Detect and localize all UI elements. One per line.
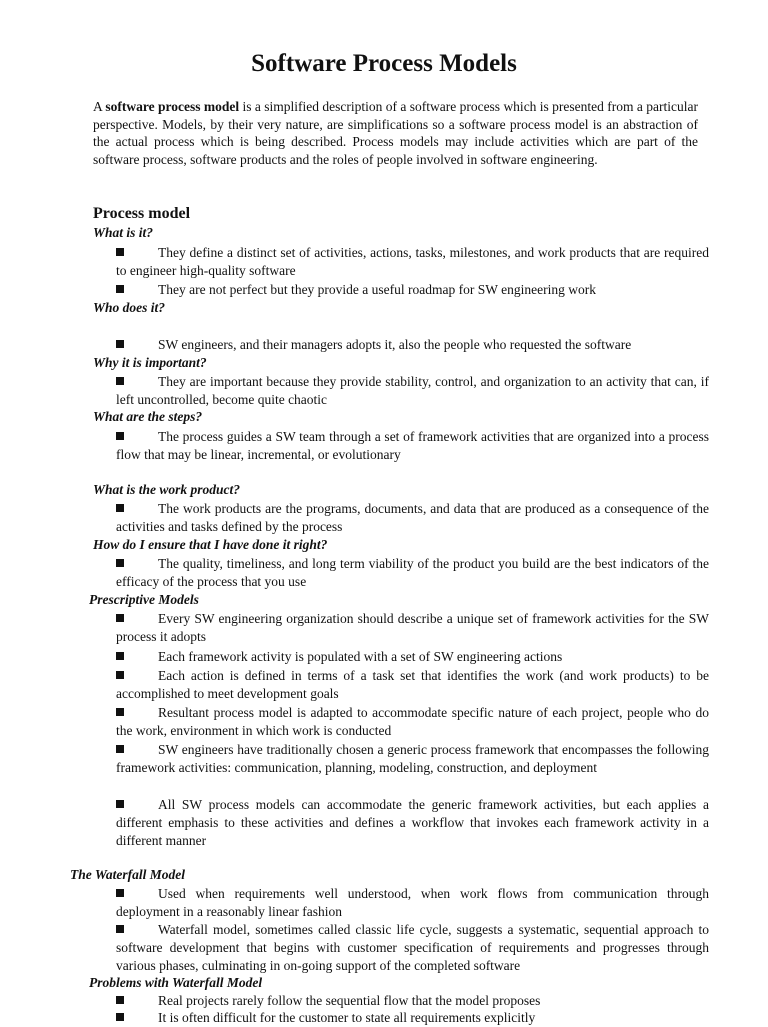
section-heading: Who does it? <box>93 300 166 315</box>
bullet-text: Every SW engineering organization should describe a unique set of framework activities for the SW process it adopts <box>116 611 709 644</box>
section-heading: Prescriptive Models <box>89 592 199 607</box>
bullet-text: The process guides a SW team through a set of framework activities that are organized into a process flow that may be linear, incremental, or evolutionary <box>116 429 709 462</box>
bullet-square-icon <box>116 996 124 1004</box>
bullet-item <box>116 500 709 536</box>
bullet-text: SW engineers have traditionally chosen a generic process framework that encompasses the following framework activities: communication, planning, modeling, construction, and deployment <box>116 742 709 775</box>
section-heading: How do I ensure that I have done it right? <box>93 537 328 552</box>
bullet-square-icon <box>116 671 124 679</box>
process-model-heading: Process model <box>93 205 191 222</box>
bullet-square-icon <box>116 745 124 753</box>
bullet-text: They are important because they provide stability, control, and organization to an activity that can, if left uncontrolled, become quite chaotic <box>116 374 709 407</box>
bullet-square-icon <box>116 652 124 660</box>
bullet-item <box>116 704 709 740</box>
intro-paragraph <box>93 98 698 168</box>
bullet-text: The work products are the programs, documents, and data that are produced as a consequence of the activities and tasks defined by the process <box>116 501 709 534</box>
bullet-item <box>116 555 709 591</box>
bullet-text: Each framework activity is populated with a set of SW engineering actions <box>158 649 563 664</box>
bullet-item <box>116 992 709 1010</box>
bullet-square-icon <box>116 1013 124 1021</box>
bullet-text: Each action is defined in terms of a task set that identifies the work (and work products) to be accomplished to meet development goals <box>116 668 709 701</box>
bullet-square-icon <box>116 925 124 933</box>
bullet-square-icon <box>116 377 124 385</box>
bullet-square-icon <box>116 340 124 348</box>
bullet-text: The quality, timeliness, and long term viability of the product you build are the best indicators of the efficacy of the process that you use <box>116 556 709 589</box>
bullet-item <box>116 610 709 646</box>
intro-prefix: A <box>93 99 106 114</box>
bullet-item <box>116 796 709 850</box>
bullet-square-icon <box>116 708 124 716</box>
bullet-text: All SW process models can accommodate the generic framework activities, but each applies a different emphasis to these activities and defines a workflow that invokes each framework activity in a different manner <box>116 797 709 848</box>
bullet-text: Used when requirements well understood, when work flows from communication through deployment in a reasonably linear fashion <box>116 886 709 919</box>
bullet-square-icon <box>116 248 124 256</box>
bullet-text: It is often difficult for the customer to state all requirements explicitly <box>158 1010 536 1025</box>
section-heading: What are the steps? <box>93 409 203 424</box>
bullet-item <box>116 336 709 354</box>
bullet-text: Resultant process model is adapted to accommodate specific nature of each project, people who do the work, environment in which work is conducted <box>116 705 709 738</box>
bullet-square-icon <box>116 800 124 808</box>
bullet-item <box>116 428 709 464</box>
document-title: Software Process Models <box>251 50 517 77</box>
bullet-item <box>116 244 709 280</box>
bullet-item <box>116 885 709 921</box>
bullet-item <box>116 667 709 703</box>
bullet-square-icon <box>116 285 124 293</box>
section-heading: What is the work product? <box>93 482 241 497</box>
section-heading: Why it is important? <box>93 355 207 370</box>
section-heading: What is it? <box>93 225 154 240</box>
bullet-item <box>116 741 709 777</box>
section-heading: Problems with Waterfall Model <box>89 975 263 990</box>
bullet-square-icon <box>116 614 124 622</box>
bullet-text: Real projects rarely follow the sequential flow that the model proposes <box>158 993 541 1008</box>
bullet-text: SW engineers, and their managers adopts it, also the people who requested the software <box>158 337 632 352</box>
bullet-item <box>116 1009 709 1027</box>
section-heading: The Waterfall Model <box>70 867 185 882</box>
bullet-text: They are not perfect but they provide a useful roadmap for SW engineering work <box>158 282 596 297</box>
bullet-item <box>116 281 709 299</box>
bullet-square-icon <box>116 432 124 440</box>
bullet-item <box>116 648 709 666</box>
intro-text: is a simplified description of a software process which is presented from a particular perspective. Models, by their very nature, are simplifications so a software process model is an abstraction of the actual process which is being described. Process models may include activities which are part of the software process, software products and the roles of people involved in software engineering. <box>93 99 698 167</box>
bullet-item <box>116 373 709 409</box>
bullet-square-icon <box>116 889 124 897</box>
intro-bold-term: software process model <box>105 99 240 114</box>
bullet-square-icon <box>116 559 124 567</box>
bullet-text: They define a distinct set of activities, actions, tasks, milestones, and work products that are required to engineer high-quality software <box>116 245 709 278</box>
bullet-text: Waterfall model, sometimes called classic life cycle, suggests a systematic, sequential approach to software development that begins with customer specification of requirements and progresses through various phases, culminating in on-going support of the completed software <box>116 922 709 973</box>
bullet-item <box>116 921 709 975</box>
bullet-square-icon <box>116 504 124 512</box>
